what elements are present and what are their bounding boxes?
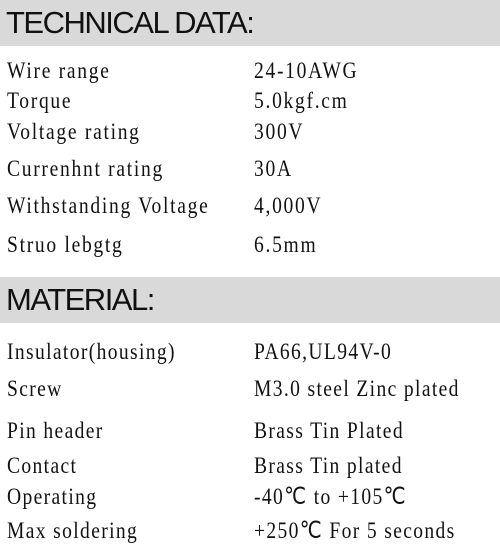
spec-label: Currenhnt rating bbox=[7, 156, 164, 181]
material-label: Screw bbox=[7, 376, 63, 401]
material-label: Max soldering bbox=[7, 518, 139, 543]
material-row-max-soldering bbox=[0, 515, 500, 547]
material-label: Operating bbox=[7, 484, 98, 509]
spec-label: Withstanding Voltage bbox=[7, 193, 210, 218]
spec-value: 30A bbox=[254, 156, 293, 181]
material-value: Brass Tin plated bbox=[254, 453, 403, 478]
material-value: -40℃ to +105℃ bbox=[254, 484, 407, 509]
material-label: Pin header bbox=[7, 418, 104, 443]
spec-row-strip-length bbox=[0, 229, 500, 261]
spec-row-current-rating bbox=[0, 153, 500, 185]
technical-data-header: TECHNICAL DATA: bbox=[0, 0, 500, 46]
material-label: Insulator(housing) bbox=[7, 339, 176, 364]
material-row-operating bbox=[0, 481, 500, 513]
spec-value: 24-10AWG bbox=[254, 58, 359, 83]
material-header: MATERIAL: bbox=[0, 277, 500, 323]
spec-row-withstanding-voltage bbox=[0, 190, 500, 222]
material-row-screw bbox=[0, 373, 500, 405]
material-value: +250℃ For 5 seconds bbox=[254, 518, 456, 543]
spec-label: Torque bbox=[7, 88, 73, 113]
material-row-insulator bbox=[0, 336, 500, 368]
spec-label: Voltage rating bbox=[7, 119, 141, 144]
material-label: Contact bbox=[7, 453, 78, 478]
spec-value: 5.0kgf.cm bbox=[254, 88, 349, 113]
spec-value: 300V bbox=[254, 119, 305, 144]
material-row-contact bbox=[0, 450, 500, 482]
material-value: Brass Tin Plated bbox=[254, 418, 404, 443]
spec-value: 6.5mm bbox=[254, 232, 318, 257]
spec-label: Struo lebgtg bbox=[7, 232, 124, 257]
spec-label: Wire range bbox=[7, 58, 111, 83]
material-value: M3.0 steel Zinc plated bbox=[254, 376, 460, 401]
material-row-pin-header bbox=[0, 415, 500, 447]
spec-row-wire-range bbox=[0, 55, 500, 87]
spec-row-torque bbox=[0, 85, 500, 117]
spec-value: 4,000V bbox=[254, 193, 323, 218]
material-value: PA66,UL94V-0 bbox=[254, 339, 393, 364]
spec-row-voltage-rating bbox=[0, 116, 500, 148]
